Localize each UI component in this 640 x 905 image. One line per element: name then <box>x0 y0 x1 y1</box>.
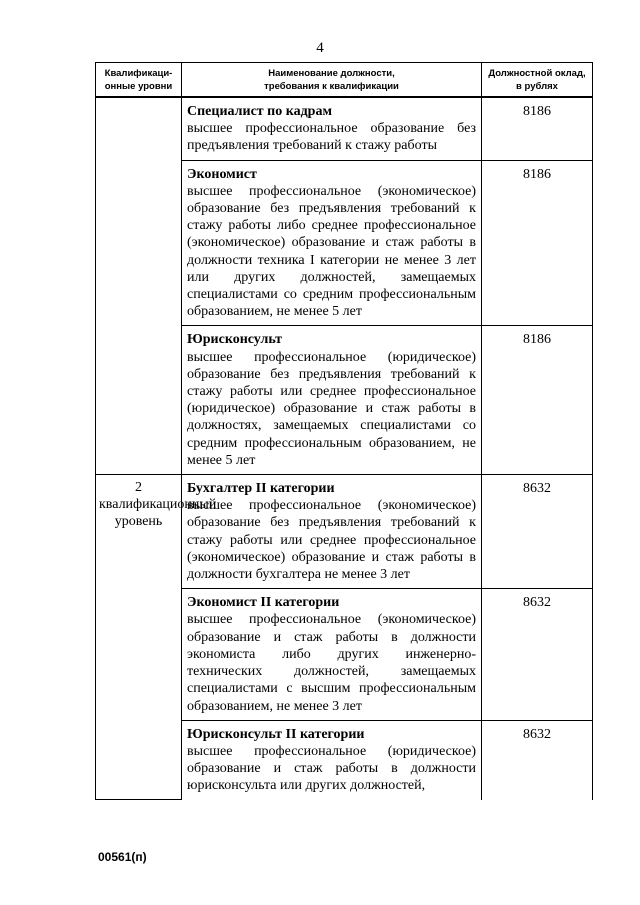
position-requirements: высшее профессиональное (юридическое) образование без предъявления требований к стажу работы или среднее профессиональное (юридическое) образование и стаж работы в должностях, замещаемых специалистами со средним профессиональным образованием, не менее 5 лет <box>187 349 476 468</box>
position-requirements: высшее профессиональное (экономическое) образование без предъявления требований к стажу работы или среднее профессиональное (экономическое) образование и стаж работы в должности бухгалтера не менее 3 лет <box>187 498 476 583</box>
position-cell <box>182 720 482 799</box>
position-title: Бухгалтер II категории <box>187 481 335 497</box>
table-body <box>96 97 593 800</box>
position-title: Юрисконсульт II категории <box>187 726 365 742</box>
position-cell <box>182 475 482 589</box>
position-cell <box>182 97 482 160</box>
salary-cell: 8186 <box>482 160 593 326</box>
position-cell <box>182 589 482 720</box>
position-requirements: высшее профессиональное образование без предъявления требований к стажу работы <box>187 121 476 154</box>
table-row <box>96 97 593 160</box>
position-title: Юрисконсульт <box>187 332 283 348</box>
position-cell <box>182 160 482 326</box>
salary-cell: 8632 <box>482 475 593 589</box>
table-row <box>96 475 593 589</box>
page-number: 4 <box>316 40 324 56</box>
position-requirements: высшее профессиональное (юридическое) образование и стаж работы в должности юрисконсульта или других должностей, <box>187 743 476 794</box>
table-header-row <box>96 63 593 98</box>
position-cell <box>182 326 482 475</box>
salary-cell: 8186 <box>482 97 593 160</box>
position-requirements: высшее профессиональное (экономическое) образование и стаж работы в должности экономиста либо других инженерно-технических должностей, замещаемых специалистами с высшим профессиональным образованием, не менее 3 лет <box>187 612 476 714</box>
salary-cell: 8186 <box>482 326 593 475</box>
position-title: Экономист II категории <box>187 595 340 611</box>
salary-cell: 8632 <box>482 720 593 799</box>
position-requirements: высшее профессиональное (экономическое) образование без предъявления требований к стажу работы либо среднее профессиональное (экономическое) образование и стаж работы в должности техника I категории не менее 3 лет или других должностей, замещаемых специалистами со средним профессиональным образованием, не менее 5 лет <box>187 183 476 320</box>
position-title: Специалист по кадрам <box>187 104 332 119</box>
header-salary: Должностной оклад, в рублях <box>482 63 593 98</box>
salary-cell: 8632 <box>482 589 593 720</box>
level-cell-2: 2 квалификационный уровень <box>96 475 182 800</box>
header-position: Наименование должности, требования к квалификации <box>182 63 482 98</box>
level-cell-1 <box>96 97 182 475</box>
position-title: Экономист <box>187 166 257 182</box>
qualification-table <box>95 62 593 800</box>
document-code: 00561(п) <box>98 850 147 864</box>
header-level: Квалификаци- онные уровни <box>96 63 182 98</box>
